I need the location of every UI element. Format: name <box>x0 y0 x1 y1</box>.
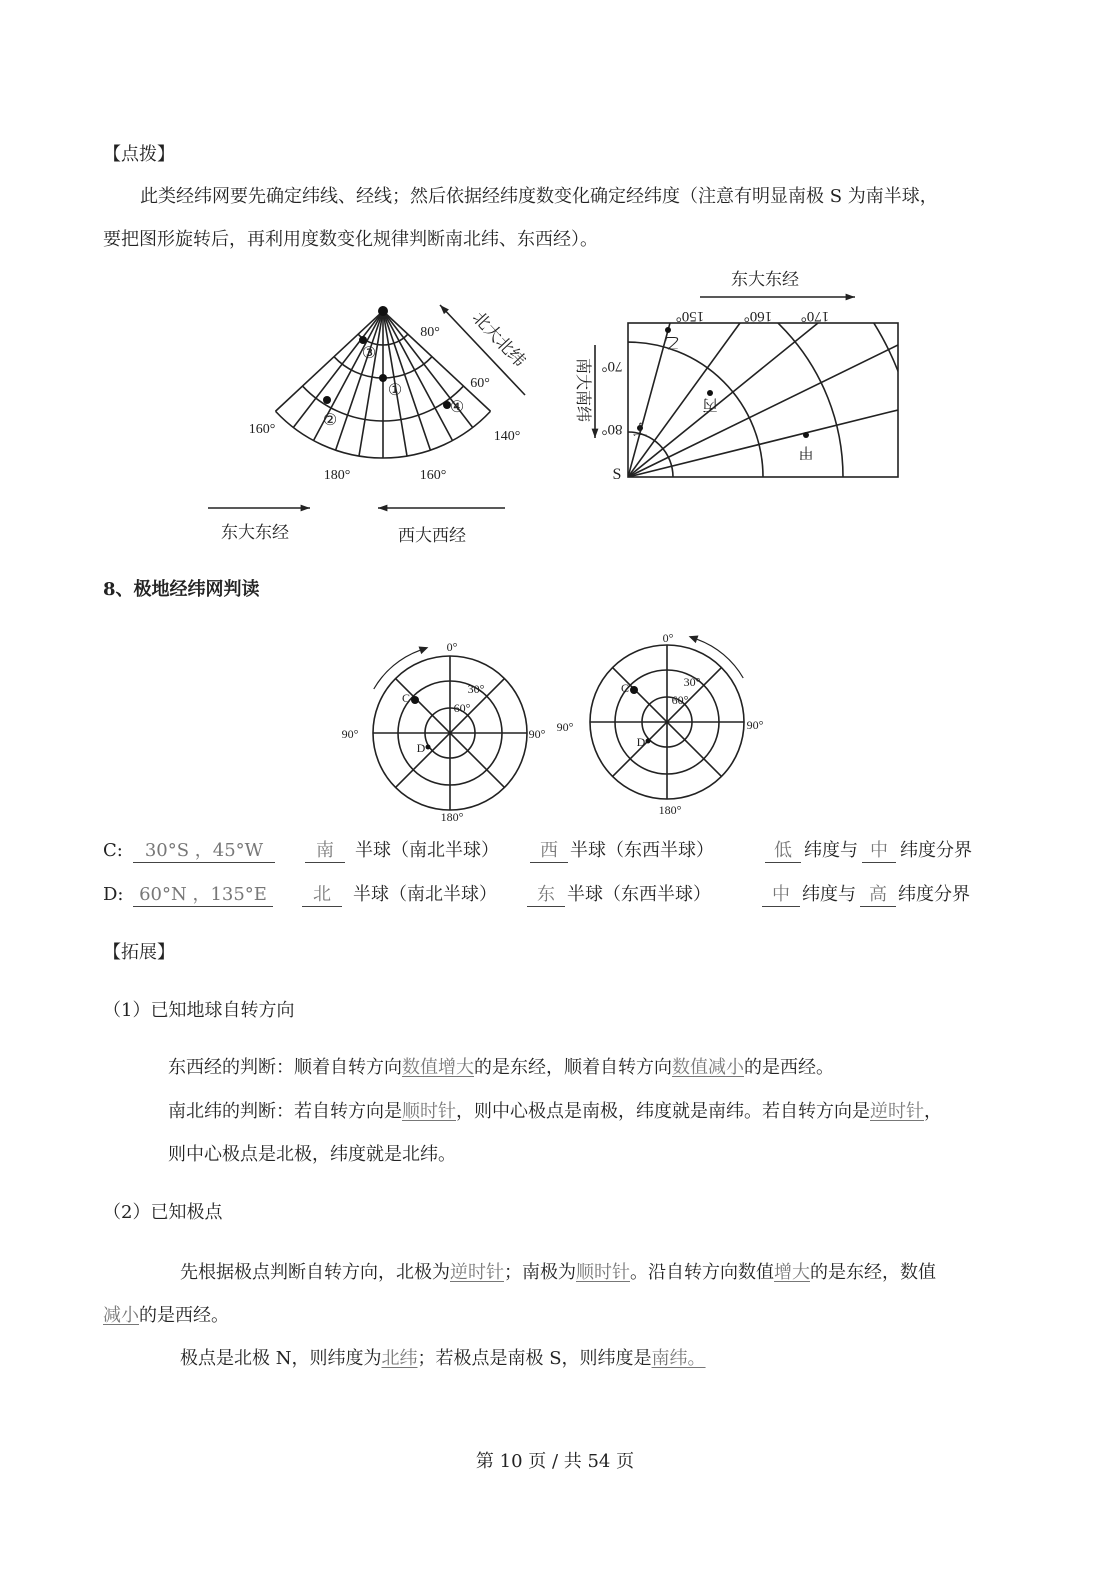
sub1-line <box>168 1101 942 1123</box>
meridian-line <box>336 311 383 450</box>
meridian-line <box>293 311 383 427</box>
degree-label: 30° <box>683 675 701 689</box>
degree-label: 0° <box>446 640 458 654</box>
arrow-head-icon <box>301 505 310 512</box>
underlined-answer: 增大 <box>774 1262 810 1283</box>
text-segment: 的是东经，顺着自转方向 <box>474 1057 672 1078</box>
south-arrow-label: 南大南纬 <box>574 357 591 423</box>
point-marker <box>646 739 651 744</box>
tips-label: 【点拨】 <box>103 144 175 165</box>
underlined-answer: 顺时针 <box>402 1101 456 1122</box>
point-label: 丁 <box>632 420 648 436</box>
degree-label: 60° <box>671 693 689 707</box>
text-segment: 要把图形旋转后，再利用度数变化规律判断南北纬、东西经）。 <box>103 229 598 250</box>
underlined-answer: 顺时针 <box>576 1262 630 1283</box>
sub2-line <box>180 1348 706 1370</box>
underlined-answer: 逆时针 <box>450 1262 504 1283</box>
rotation-arrow <box>374 650 420 689</box>
degree-label: 170° <box>800 308 830 324</box>
mid-text: 纬度与 <box>802 884 856 905</box>
ns-blank: 北 <box>302 884 342 907</box>
point-label: 丙 <box>702 396 718 412</box>
section-8-title: 8、极地经纬网判读 <box>103 579 260 600</box>
text-segment: 南北纬的判断：若自转方向是 <box>168 1101 402 1122</box>
subheading-2: （2）已知极点 <box>103 1202 223 1223</box>
text-segment: ；若极点是南极 S，则纬度是 <box>417 1348 652 1369</box>
point-label: ① <box>387 382 403 399</box>
point-marker <box>707 390 713 396</box>
degree-label: 150° <box>675 308 705 324</box>
point-marker <box>411 696 419 704</box>
degree-label: 90° <box>746 718 764 732</box>
underlined-answer: 数值增大 <box>402 1057 474 1078</box>
degree-label: 80° <box>601 421 623 437</box>
east-arrow-label: 东大东经 <box>221 523 289 542</box>
page-footer: 第 10 页 / 共 54 页 <box>475 1451 635 1472</box>
ew-blank: 西 <box>530 840 568 863</box>
point-marker <box>426 745 431 750</box>
text-segment: 的是东经，数值 <box>810 1262 936 1283</box>
underlined-answer: 减小 <box>103 1305 139 1326</box>
text-segment: 的是西经。 <box>744 1057 834 1078</box>
ew-text: 半球（东西半球） <box>567 884 711 905</box>
point-marker <box>323 396 331 404</box>
degree-label: 70° <box>601 358 623 374</box>
degree-label: 60° <box>453 701 471 715</box>
ns-text: 半球（南北半球） <box>353 884 497 905</box>
point-label: ② <box>322 412 338 429</box>
end-text: 纬度分界 <box>900 840 972 861</box>
point-marker <box>665 327 671 333</box>
underlined-answer: 南纬。 <box>651 1348 706 1369</box>
text-segment: ；南极为 <box>504 1262 576 1283</box>
meridian-line <box>628 345 898 477</box>
arrow-head-icon <box>378 505 387 512</box>
sub1-line <box>168 1057 834 1079</box>
point-label: ④ <box>449 399 465 416</box>
rotation-arrow <box>697 639 743 678</box>
degree-label: 90° <box>556 720 574 734</box>
arrow-head-icon <box>689 636 699 644</box>
underlined-answer: 逆时针 <box>870 1101 924 1122</box>
degree-label: 90° <box>528 727 546 741</box>
point-marker <box>359 336 367 344</box>
underlined-answer: 北纬 <box>381 1348 418 1369</box>
lat1-blank: 低 <box>765 840 801 863</box>
text-segment: 的是西经。 <box>139 1305 229 1326</box>
point-label: ③ <box>361 345 377 362</box>
ew-blank: 东 <box>527 884 565 907</box>
meridian-line <box>628 323 670 477</box>
ns-blank: 南 <box>305 840 345 863</box>
point-marker <box>379 374 387 382</box>
text-segment: ，则中心极点是南极，纬度就是南纬。若自转方向是 <box>456 1101 870 1122</box>
degree-label: 180° <box>440 810 464 824</box>
text-segment: 。沿自转方向数值 <box>630 1262 774 1283</box>
point-label: 乙 <box>664 334 680 350</box>
text-segment: 此类经纬网要先确定纬线、经线；然后依据经纬度数变化确定经纬度（注意有明显南极 S 为南半球， <box>140 186 938 207</box>
mid-text: 纬度与 <box>804 840 858 861</box>
lat2-blank: 中 <box>862 840 896 863</box>
point-marker <box>378 306 388 316</box>
point-label: D <box>636 735 646 749</box>
coord-blank: 30°S ，45°W <box>133 840 275 863</box>
west-arrow-label: 西大西经 <box>398 526 466 545</box>
degree-label: 180° <box>323 468 351 483</box>
text-segment: 先根据极点判断自转方向，北极为 <box>180 1262 450 1283</box>
point-label: C <box>620 681 630 695</box>
sub2-line <box>103 1305 229 1327</box>
degree-label: 160° <box>419 468 447 483</box>
degree-label: 160° <box>743 308 773 324</box>
extend-label: 【拓展】 <box>103 942 175 963</box>
degree-label: 180° <box>658 803 682 817</box>
point-label: D <box>416 741 426 755</box>
point-marker <box>630 686 638 694</box>
lat2-blank: 高 <box>860 884 896 907</box>
pole-label: S <box>612 466 622 483</box>
degree-label: 30° <box>467 682 485 696</box>
east-arrow-label: 东大东经 <box>731 270 799 289</box>
subheading-1: （1）已知地球自转方向 <box>103 1000 295 1021</box>
row-label: D: <box>103 884 124 905</box>
degree-label: 0° <box>662 631 674 645</box>
arrow-head-icon <box>419 647 429 655</box>
sub2-line <box>180 1262 936 1284</box>
ew-text: 半球（东西半球） <box>570 840 714 861</box>
coord-blank: 60°N ，135°E <box>133 884 273 907</box>
arrow-head-icon <box>592 429 599 438</box>
arrow-head-icon <box>846 294 855 301</box>
degree-label: 60° <box>470 376 490 391</box>
degree-label: 90° <box>341 727 359 741</box>
degree-label: 140° <box>493 429 521 444</box>
sub1-line <box>168 1144 456 1166</box>
point-label: 甲 <box>798 444 814 460</box>
point-label: C <box>401 691 411 705</box>
lat1-blank: 中 <box>762 884 800 907</box>
text-segment: ， <box>924 1101 942 1122</box>
row-label: C: <box>103 840 123 861</box>
underlined-answer: 数值减小 <box>672 1057 744 1078</box>
text-segment: 东西经的判断：顺着自转方向 <box>168 1057 402 1078</box>
text-segment: 则中心极点是北极，纬度就是北纬。 <box>168 1144 456 1165</box>
degree-label: 160° <box>248 422 276 437</box>
end-text: 纬度分界 <box>898 884 970 905</box>
ns-text: 半球（南北半球） <box>355 840 499 861</box>
degree-label: 80° <box>420 325 440 340</box>
point-marker <box>803 432 809 438</box>
north-arrow-label: 北大北纬 <box>468 307 530 371</box>
text-segment: 极点是北极 N，则纬度为 <box>180 1348 382 1369</box>
